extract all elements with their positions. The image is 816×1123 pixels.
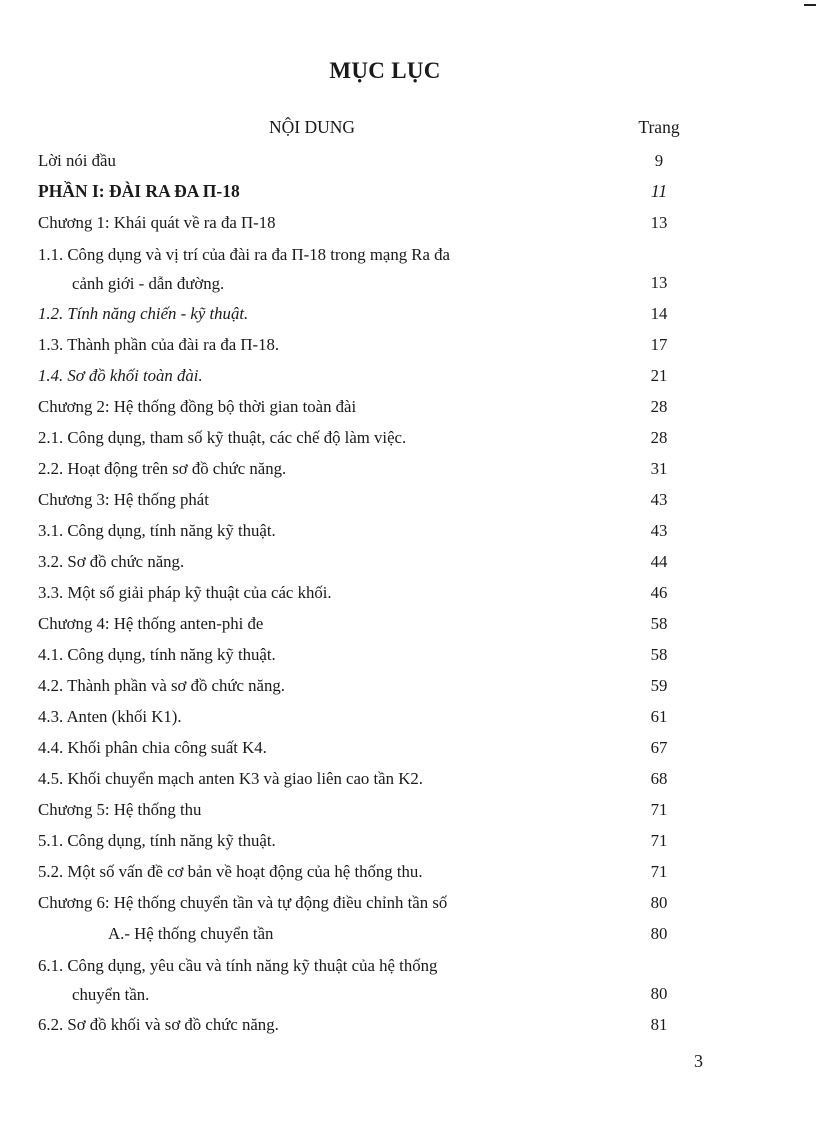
toc-entry-text: 4.1. Công dụng, tính năng kỹ thuật. <box>38 645 276 664</box>
toc-entry-text: 5.2. Một số vấn đề cơ bản về hoạt động của hệ thống thu. <box>38 862 423 881</box>
toc-entry-page: 21 <box>650 366 668 385</box>
toc-entry-5-2[interactable] <box>0 856 816 887</box>
toc-entry-text: 2.1. Công dụng, tham số kỹ thuật, các chế độ làm việc. <box>38 428 407 447</box>
toc-entry-3-2[interactable] <box>0 546 816 577</box>
toc-entry-line-1: 1.1. Công dụng và vị trí của đài ra đa П-18 trong mạng Ra đa <box>38 245 450 264</box>
toc-entry-page: 46 <box>650 583 668 602</box>
toc-entry-page: 58 <box>650 614 668 633</box>
toc-entry-6-1[interactable] <box>0 949 816 1009</box>
toc-entry-page: 43 <box>650 490 668 509</box>
toc-entry-text: 1.3. Thành phần của đài ra đa П-18. <box>38 335 280 354</box>
toc-entry-page: 59 <box>650 676 668 695</box>
toc-entry-text: 1.2. Tính năng chiến - kỹ thuật. <box>38 304 249 323</box>
toc-entry-1-3[interactable] <box>0 329 816 360</box>
toc-entry-chapter-4[interactable] <box>0 608 816 639</box>
toc-entry-page: 68 <box>650 769 668 788</box>
toc-entry-page: 71 <box>650 800 668 819</box>
toc-entry-preface[interactable] <box>0 145 816 176</box>
toc-entry-page: 31 <box>650 459 668 478</box>
toc-entry-page: 14 <box>650 304 668 323</box>
toc-entry-text: Chương 1: Khái quát về ra đa П-18 <box>38 213 276 232</box>
toc-entry-page: 43 <box>650 521 668 540</box>
toc-entry-text: PHẦN I: ĐÀI RA ĐA П-18 <box>38 181 240 201</box>
toc-entry-page: 13 <box>650 213 668 232</box>
toc-entry-4-3[interactable] <box>0 701 816 732</box>
page-column-heading: Trang <box>638 117 680 137</box>
toc-entry-line-2: cảnh giới - dẫn đường. <box>72 274 225 293</box>
toc-entry-5-1[interactable] <box>0 825 816 856</box>
page-title: MỤC LỤC <box>329 58 441 83</box>
table-of-contents <box>0 145 816 1040</box>
toc-entry-1-2[interactable] <box>0 298 816 329</box>
toc-entry-text: Chương 3: Hệ thống phát <box>38 490 209 509</box>
toc-entry-3-3[interactable] <box>0 577 816 608</box>
toc-entry-page: 80 <box>650 924 668 943</box>
toc-entry-text: 2.2. Hoạt động trên sơ đồ chức năng. <box>38 459 287 478</box>
toc-entry-page: 58 <box>650 645 668 664</box>
toc-entry-text: Lời nói đầu <box>38 151 116 170</box>
toc-entry-page: 11 <box>650 181 668 201</box>
toc-header <box>0 117 816 141</box>
toc-entry-page: 67 <box>650 738 668 757</box>
toc-entry-text: 4.4. Khối phân chia công suất K4. <box>38 738 267 757</box>
toc-entry-text: 1.4. Sơ đồ khối toàn đài. <box>38 366 203 385</box>
toc-entry-part-1[interactable] <box>0 176 816 207</box>
toc-entry-chapter-6[interactable] <box>0 887 816 918</box>
toc-entry-4-1[interactable] <box>0 639 816 670</box>
toc-entry-text: 3.1. Công dụng, tính năng kỹ thuật. <box>38 521 276 540</box>
toc-entry-text: 4.2. Thành phần và sơ đồ chức năng. <box>38 676 285 695</box>
toc-entry-page: 17 <box>650 335 668 354</box>
toc-entry-text: Chương 4: Hệ thống anten-phi đe <box>38 614 264 633</box>
toc-entry-text: Chương 2: Hệ thống đồng bộ thời gian toàn đài <box>38 397 357 416</box>
toc-entry-4-5[interactable] <box>0 763 816 794</box>
toc-entry-chapter-2[interactable] <box>0 391 816 422</box>
toc-entry-text: 4.3. Anten (khối K1). <box>38 707 182 726</box>
toc-entry-page: 71 <box>650 862 668 881</box>
toc-entry-3-1[interactable] <box>0 515 816 546</box>
toc-entry-text: Chương 5: Hệ thống thu <box>38 800 202 819</box>
toc-entry-chapter-5[interactable] <box>0 794 816 825</box>
toc-entry-4-4[interactable] <box>0 732 816 763</box>
toc-entry-1-4[interactable] <box>0 360 816 391</box>
toc-entry-page: 13 <box>650 273 668 292</box>
toc-entry-line-2: chuyển tần. <box>72 985 150 1004</box>
toc-entry-text: 4.5. Khối chuyển mạch anten K3 và giao liên cao tần K2. <box>38 769 423 788</box>
toc-entry-line-1: 6.1. Công dụng, yêu cầu và tính năng kỹ thuật của hệ thống <box>38 956 438 975</box>
page-number: 3 <box>694 1051 703 1071</box>
toc-entry-page: 80 <box>650 893 668 912</box>
toc-entry-6-2[interactable] <box>0 1009 816 1040</box>
toc-entry-page: 80 <box>650 984 668 1003</box>
toc-entry-text: 3.2. Sơ đồ chức năng. <box>38 552 185 571</box>
toc-entry-text <box>38 951 623 1009</box>
toc-entry-chapter-3[interactable] <box>0 484 816 515</box>
toc-entry-2-2[interactable] <box>0 453 816 484</box>
toc-entry-text <box>38 240 623 298</box>
toc-entry-1-1[interactable] <box>0 238 816 298</box>
toc-entry-text: A.- Hệ thống chuyển tần <box>108 924 274 943</box>
toc-entry-page: 44 <box>650 552 668 571</box>
toc-entry-text: 5.1. Công dụng, tính năng kỹ thuật. <box>38 831 276 850</box>
toc-entry-4-2[interactable] <box>0 670 816 701</box>
toc-entry-page: 28 <box>650 428 668 447</box>
toc-entry-page: 81 <box>650 1015 668 1034</box>
toc-entry-chapter-1[interactable] <box>0 207 816 238</box>
toc-entry-page: 28 <box>650 397 668 416</box>
toc-entry-text: 6.2. Sơ đồ khối và sơ đồ chức năng. <box>38 1015 279 1034</box>
toc-entry-2-1[interactable] <box>0 422 816 453</box>
corner-mark <box>804 4 816 6</box>
toc-entry-page: 9 <box>654 151 664 170</box>
toc-entry-text: Chương 6: Hệ thống chuyển tần và tự động điều chỉnh tần số <box>38 893 448 912</box>
toc-entry-6-a[interactable] <box>0 918 816 949</box>
content-column-heading: NỘI DUNG <box>269 117 356 137</box>
toc-entry-page: 61 <box>650 707 668 726</box>
toc-entry-page: 71 <box>650 831 668 850</box>
toc-entry-text: 3.3. Một số giải pháp kỹ thuật của các khối. <box>38 583 332 602</box>
